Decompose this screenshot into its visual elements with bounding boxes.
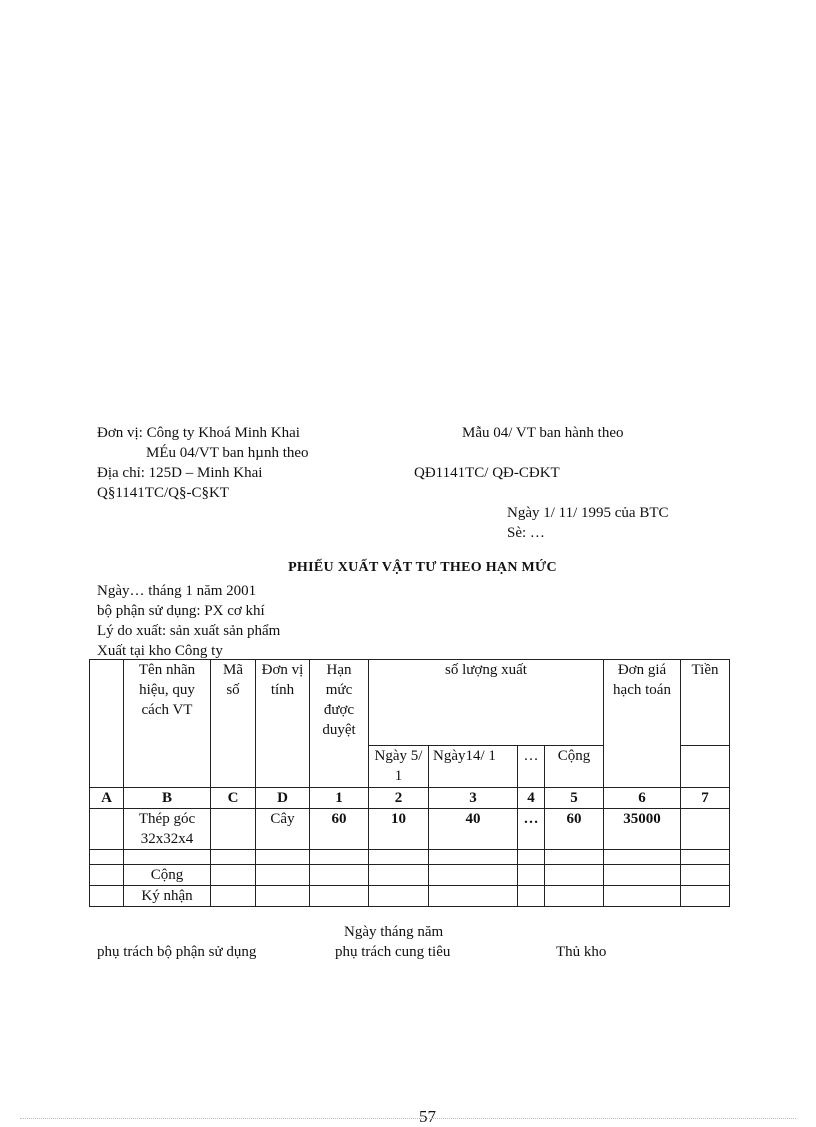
form-reference-garbled1: MÉu 04/VT ban hµnh theo xyxy=(146,445,309,461)
material-issue-table xyxy=(89,659,730,907)
signature-supply-head: phụ trách cung tiêu xyxy=(335,944,451,960)
item-qty-total: 60 xyxy=(545,809,604,850)
column-code: 7 xyxy=(681,788,730,809)
form-reference-date: Ngày 1/ 11/ 1995 của BTC xyxy=(507,505,669,521)
header-approved-limit: Hạn mức được duyệt xyxy=(310,660,369,788)
page-number: 57 xyxy=(419,1107,436,1126)
table-header-row xyxy=(90,660,730,746)
header-qty-day1: Ngày 5/ 1 xyxy=(369,746,429,788)
column-code: 2 xyxy=(369,788,429,809)
column-code: 1 xyxy=(310,788,369,809)
item-qty-more: … xyxy=(518,809,545,850)
table-row-total xyxy=(90,865,730,886)
signature-department-head: phụ trách bộ phận sử dụng xyxy=(97,944,257,960)
column-code-row xyxy=(90,788,730,809)
issue-reason: Lý do xuất: sản xuất sản phẩm xyxy=(97,623,281,639)
footer-divider xyxy=(20,1118,796,1119)
column-code: 6 xyxy=(604,788,681,809)
header-amount: Tiền xyxy=(681,660,730,746)
table-row-signature xyxy=(90,886,730,907)
slip-date: Ngày… tháng 1 năm 2001 xyxy=(97,583,257,599)
header-amount-sub xyxy=(681,746,730,788)
item-name: Thép góc 32x32x4 xyxy=(124,809,211,850)
item-unit: Cây xyxy=(256,809,310,850)
item-qty-day1: 10 xyxy=(369,809,429,850)
form-reference-garbled2: Q§1141TC/Q§-C§KT xyxy=(97,485,229,501)
item-qty-day2: 40 xyxy=(429,809,518,850)
header-code: Mã số xyxy=(211,660,256,788)
column-code: B xyxy=(124,788,211,809)
item-unit-price: 35000 xyxy=(604,809,681,850)
header-unit-price: Đơn giá hạch toán xyxy=(604,660,681,788)
warehouse: Xuất tại kho Công ty xyxy=(97,643,223,659)
item-approved-limit: 60 xyxy=(310,809,369,850)
total-label: Cộng xyxy=(124,865,211,886)
row-blank xyxy=(90,809,124,850)
header-unit: Đơn vị tính xyxy=(256,660,310,788)
header-quantity-issued: số lượng xuất xyxy=(369,660,604,746)
page-title: PHIẾU XUẤT VẬT TƯ THEO HẠN MỨC xyxy=(288,560,557,575)
header-qty-more: … xyxy=(518,746,545,788)
header-qty-day2: Ngày14/ 1 xyxy=(429,746,518,788)
form-reference-line2: QĐ1141TC/ QĐ-CĐKT xyxy=(414,465,560,481)
column-code: C xyxy=(211,788,256,809)
column-code: 4 xyxy=(518,788,545,809)
header-qty-total: Cộng xyxy=(545,746,604,788)
column-code: 5 xyxy=(545,788,604,809)
slip-number: Sè: … xyxy=(507,525,545,541)
header-material-name: Tên nhãn hiệu, quy cách VT xyxy=(124,660,211,788)
column-code: A xyxy=(90,788,124,809)
unit-name: Đơn vị: Công ty Khoá Minh Khai xyxy=(97,425,300,441)
footer-date: Ngày tháng năm xyxy=(344,924,444,940)
column-code: 3 xyxy=(429,788,518,809)
header-blank xyxy=(90,660,124,788)
column-code: D xyxy=(256,788,310,809)
signature-storekeeper: Thủ kho xyxy=(556,944,607,960)
item-code xyxy=(211,809,256,850)
using-department: bộ phận sử dụng: PX cơ khí xyxy=(97,603,265,619)
form-reference-line1: Mẫu 04/ VT ban hành theo xyxy=(462,425,624,441)
signature-label: Ký nhận xyxy=(124,886,211,907)
unit-address: Địa chỉ: 125D – Minh Khai xyxy=(97,465,263,481)
table-row xyxy=(90,809,730,850)
table-row-empty xyxy=(90,850,730,865)
item-amount xyxy=(681,809,730,850)
